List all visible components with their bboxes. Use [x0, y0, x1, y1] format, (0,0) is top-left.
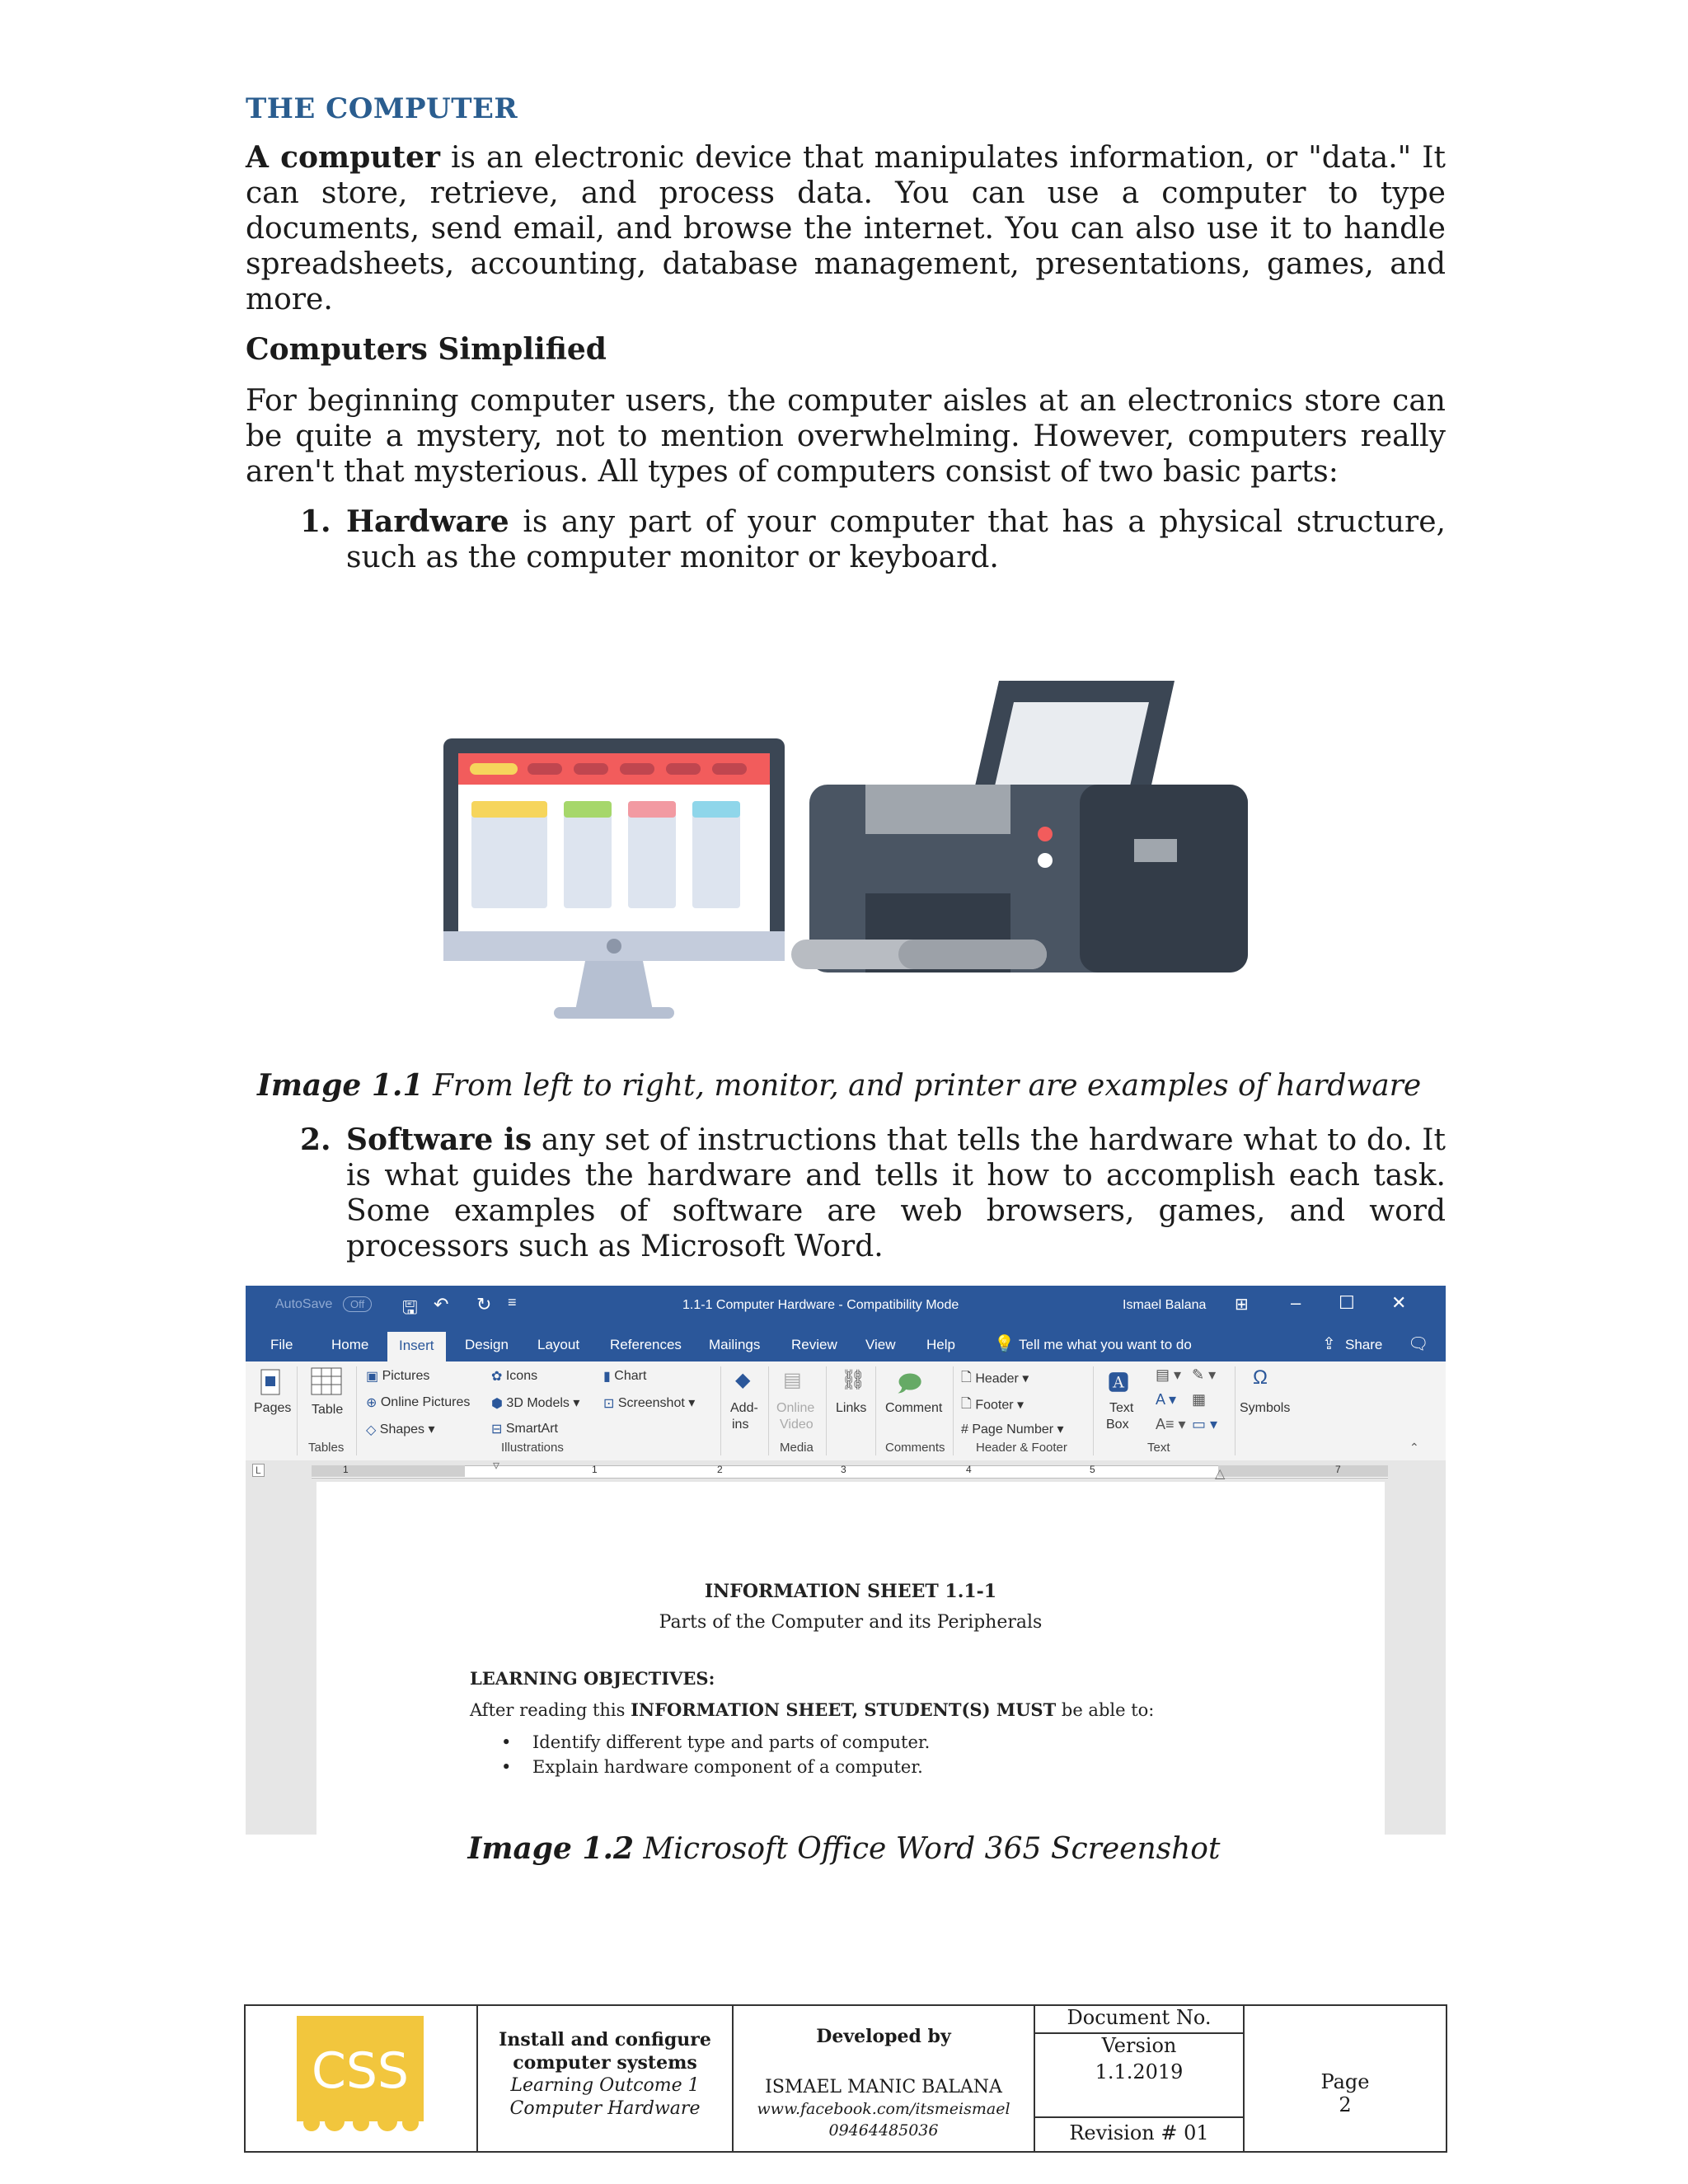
ruler-number: 7: [1335, 1464, 1341, 1475]
group-tables: Tables: [308, 1441, 345, 1455]
footer-docinfo-cell: [1035, 2006, 1245, 2151]
icons-icon: ✿: [491, 1370, 503, 1384]
drop-cap-icon[interactable]: A≡ ▾: [1156, 1416, 1186, 1432]
share-icon[interactable]: ⇪: [1322, 1335, 1336, 1353]
right-indent-marker-icon[interactable]: △: [1215, 1467, 1226, 1481]
add-ins-icon: ◆: [735, 1369, 751, 1391]
printer-icon: [791, 681, 1248, 972]
group-comments: Comments: [885, 1441, 945, 1455]
group-media: Media: [780, 1441, 814, 1455]
table-button[interactable]: Table: [312, 1403, 344, 1417]
ribbon-display-icon[interactable]: ⊞: [1235, 1296, 1249, 1314]
screenshot-button[interactable]: ⊡ Screenshot ▾: [603, 1396, 696, 1411]
document-page: [316, 1482, 1385, 1835]
page-number-label: Page Number: [972, 1422, 1054, 1436]
footer-course-cell: [478, 2006, 734, 2151]
caption-image-1-2: [0, 1831, 1688, 1866]
autosave-label: AutoSave: [275, 1297, 333, 1311]
page-label: Page: [1320, 2070, 1370, 2093]
ruler-number: 2: [717, 1464, 723, 1475]
logo-text: CSS: [311, 2042, 410, 2100]
document-no-label: Document No.: [1067, 2006, 1212, 2029]
icons-label: Icons: [505, 1369, 538, 1384]
cell-divider: [1035, 2116, 1243, 2118]
page-number-button[interactable]: # Page Number ▾: [961, 1422, 1064, 1436]
revision-number: Revision # 01: [1069, 2121, 1209, 2144]
ruler-left-margin: [312, 1465, 465, 1477]
group-illustrations: Illustrations: [501, 1441, 564, 1455]
ruler-number: 1: [592, 1464, 598, 1475]
intro-paragraph: [246, 140, 1446, 317]
shapes-label: Shapes: [379, 1422, 425, 1436]
version-value: 1.1.2019: [1095, 2060, 1184, 2083]
ruler-number: 5: [1090, 1464, 1095, 1475]
document-title: 1.1-1 Computer Hardware - Compatibility Mode: [682, 1298, 959, 1312]
developer-name: ISMAEL MANIC BALANA: [765, 2077, 1002, 2097]
doc-subtitle: Parts of the Computer and its Peripherals: [659, 1612, 1043, 1633]
doc-objectives-intro: [470, 1699, 1154, 1720]
comment-button[interactable]: Comment: [885, 1401, 943, 1415]
doc-intro-pre: After reading this: [470, 1700, 631, 1720]
page-number-icon: #: [961, 1422, 968, 1436]
redo-icon[interactable]: ↻: [476, 1294, 492, 1315]
ruler-right-margin: [1218, 1465, 1388, 1477]
doc-intro-post: be able to:: [1056, 1700, 1155, 1720]
chart-label: Chart: [614, 1369, 647, 1384]
doc-bullet: Explain hardware component of a computer.: [532, 1757, 923, 1777]
wordart-icon[interactable]: A ▾: [1156, 1391, 1177, 1408]
pages-icon: [259, 1368, 284, 1398]
tab-review[interactable]: Review: [791, 1337, 837, 1352]
doc-objectives-heading: LEARNING OBJECTIVES:: [470, 1668, 715, 1689]
group-header-footer: Header & Footer: [976, 1441, 1067, 1455]
footer-icon: 🗋: [961, 1397, 972, 1411]
quick-parts-icon[interactable]: ▤ ▾: [1156, 1366, 1182, 1383]
smartart-label: SmartArt: [505, 1422, 558, 1436]
pictures-icon: ▣: [366, 1370, 379, 1384]
online-video-button[interactable]: Online: [776, 1401, 815, 1415]
text-box-label: Box: [1106, 1418, 1129, 1432]
list-text: any set of instructions that tells the hardware what to do. It is what guides the hardware and tells it how to accomplish each task. Some examples of software are web browsers, games, and word processors such as Microsoft Word.: [346, 1123, 1446, 1263]
online-pictures-button[interactable]: [366, 1394, 470, 1411]
undo-icon[interactable]: ↶: [434, 1294, 449, 1315]
group-text: Text: [1147, 1441, 1170, 1455]
parts-list-1: [246, 504, 1446, 575]
links-icon: ⛓: [841, 1369, 866, 1391]
footer-table: [244, 2004, 1447, 2153]
pages-button[interactable]: Pages: [254, 1401, 292, 1415]
caption-label: Image 1.2: [467, 1831, 635, 1866]
doc-bullet: Identify different type and parts of computer.: [532, 1732, 931, 1752]
customize-icon[interactable]: ≡: [508, 1294, 517, 1310]
version-label: Version: [1101, 2034, 1177, 2057]
word-screenshot: [246, 1286, 1446, 1835]
symbols-button[interactable]: Symbols: [1240, 1401, 1291, 1415]
ruler-number: 1: [343, 1464, 349, 1475]
close-icon[interactable]: ✕: [1391, 1292, 1407, 1313]
section-subheading: Computers Simplified: [246, 332, 607, 367]
header-label: Header: [975, 1371, 1019, 1386]
course-line-1: Install and configure: [499, 2029, 711, 2050]
header-icon: 🗋: [961, 1371, 972, 1385]
collapse-ribbon-icon[interactable]: ⌃: [1409, 1441, 1419, 1454]
tab-home[interactable]: Home: [331, 1337, 369, 1352]
caption-label: Image 1.1: [257, 1068, 424, 1103]
lightbulb-icon: 💡: [994, 1335, 1015, 1353]
course-line-3: Learning Outcome 1: [510, 2075, 700, 2096]
chart-icon: ▮: [603, 1370, 611, 1384]
text-box-icon: 🅰: [1108, 1371, 1130, 1395]
list-number: 2.: [300, 1122, 331, 1157]
word-titlebar: [246, 1286, 1446, 1327]
tell-me-search[interactable]: Tell me what you want to do: [1019, 1337, 1192, 1352]
insert-ribbon: [246, 1361, 1446, 1461]
caption-text: From left to right, monitor, and printer are examples of hardware: [423, 1069, 1422, 1103]
caption-image-1-1: [257, 1068, 1421, 1103]
doc-title: INFORMATION SHEET 1.1-1: [704, 1581, 997, 1602]
shapes-button[interactable]: ◇ Shapes ▾: [366, 1422, 435, 1437]
horizontal-ruler: [246, 1460, 1446, 1482]
tab-mailings[interactable]: Mailings: [709, 1337, 761, 1352]
chart-button[interactable]: [603, 1368, 646, 1385]
comments-icon[interactable]: 🗨: [1408, 1335, 1429, 1353]
tab-layout[interactable]: Layout: [537, 1337, 580, 1352]
video-icon: ▤: [783, 1369, 802, 1391]
object-icon[interactable]: ▭ ▾: [1192, 1416, 1218, 1432]
document-body: [246, 92, 1446, 575]
icons-button[interactable]: [491, 1368, 537, 1385]
doc-bullet-dot: •: [501, 1732, 512, 1752]
user-name: Ismael Balana: [1123, 1298, 1207, 1312]
pictures-label: Pictures: [382, 1369, 430, 1384]
developed-by-label: Developed by: [816, 2026, 951, 2047]
list-item: [246, 504, 1446, 575]
footer-button[interactable]: 🗋 Footer ▾: [961, 1394, 1024, 1417]
3d-models-label: 3D Models: [506, 1396, 570, 1410]
add-ins-label: ins: [732, 1418, 749, 1432]
smartart-button[interactable]: [491, 1421, 558, 1437]
screenshot-label: Screenshot: [617, 1396, 685, 1410]
smartart-icon: ⊟: [491, 1422, 503, 1436]
online-pictures-label: Online Pictures: [380, 1395, 471, 1410]
list-bold: Software is: [346, 1122, 532, 1157]
caption-text: Microsoft Office Word 365 Screenshot: [634, 1832, 1221, 1866]
footer-logo-cell: [246, 2006, 478, 2151]
tab-design[interactable]: Design: [465, 1337, 509, 1352]
page-heading: THE COMPUTER: [246, 92, 518, 125]
online-video-label: Video: [780, 1418, 814, 1432]
course-line-4: Computer Hardware: [509, 2098, 701, 2119]
list-number: 1.: [300, 504, 331, 539]
developer-phone: 09464485036: [828, 2121, 939, 2139]
tab-help[interactable]: Help: [926, 1337, 955, 1352]
footer-page-cell: [1245, 2006, 1446, 2151]
footer-label: Footer: [975, 1398, 1014, 1413]
comment-icon: 🗩: [897, 1371, 923, 1396]
header-button[interactable]: 🗋 Header ▾: [961, 1368, 1029, 1390]
pictures-button[interactable]: [366, 1368, 429, 1385]
hardware-illustration: [437, 677, 1253, 1040]
date-time-icon[interactable]: ▦: [1192, 1391, 1207, 1408]
simplified-paragraph: For beginning computer users, the computer aisles at an electronics store can be quite a mystery, not to mention overwhelming. However, computers really aren't that mysterious. All types of computers consist of two basic parts:: [246, 384, 1446, 489]
signature-icon[interactable]: ✎ ▾: [1192, 1366, 1217, 1383]
minimize-icon[interactable]: –: [1291, 1292, 1301, 1313]
tab-selector-icon[interactable]: L: [252, 1464, 265, 1477]
online-pictures-icon: ⊕: [366, 1396, 377, 1410]
doc-bullet-dot: •: [501, 1757, 512, 1777]
tab-view[interactable]: View: [865, 1337, 896, 1352]
shapes-icon: ◇: [366, 1422, 377, 1437]
ruler-number: 3: [841, 1464, 846, 1475]
maximize-icon[interactable]: ☐: [1339, 1292, 1355, 1313]
parts-list-2: [246, 1122, 1446, 1264]
tab-file[interactable]: File: [270, 1337, 293, 1352]
add-ins-button[interactable]: Add-: [730, 1401, 758, 1415]
page-number: 2: [1339, 2093, 1352, 2116]
developer-website: www.facebook.com/itsmeismael: [757, 2100, 1010, 2118]
text-box-button[interactable]: Text: [1109, 1401, 1134, 1415]
save-icon[interactable]: 🖫: [402, 1297, 418, 1318]
doc-intro-bold: INFORMATION SHEET, STUDENT(S) MUST: [631, 1699, 1057, 1720]
cube-icon: ⬢: [491, 1396, 503, 1411]
ruler-number: 4: [966, 1464, 972, 1475]
links-button[interactable]: Links: [836, 1401, 867, 1415]
list-text: is any part of your computer that has a physical structure, such as the computer monitor or keyboard.: [346, 505, 1446, 574]
footer-developer-cell: [734, 2006, 1035, 2151]
ribbon-tabs: [246, 1327, 1446, 1361]
tab-references[interactable]: References: [610, 1337, 682, 1352]
intro-bold: A computer: [246, 140, 440, 175]
intro-text: is an electronic device that manipulates information, or "data." It can store, retrieve, and process data. You can use a computer to type documents, send email, and browse the internet. You can also use it to handle spreadsheets, accounting, database management, presentations, games, and more.: [246, 141, 1446, 316]
course-line-2: computer systems: [513, 2052, 697, 2074]
share-button[interactable]: Share: [1345, 1337, 1383, 1352]
indent-marker-icon[interactable]: ▿: [493, 1459, 500, 1473]
omega-icon: Ω: [1253, 1366, 1268, 1389]
monitor-icon: [443, 738, 785, 1019]
table-icon: [310, 1366, 343, 1396]
list-bold: Hardware: [346, 504, 509, 539]
screenshot-icon: ⊡: [603, 1396, 615, 1411]
3d-models-button[interactable]: ⬢ 3D Models ▾: [491, 1396, 580, 1411]
list-item: [246, 1122, 1446, 1264]
tab-insert[interactable]: Insert: [387, 1332, 446, 1361]
autosave-toggle[interactable]: Off: [343, 1296, 372, 1312]
